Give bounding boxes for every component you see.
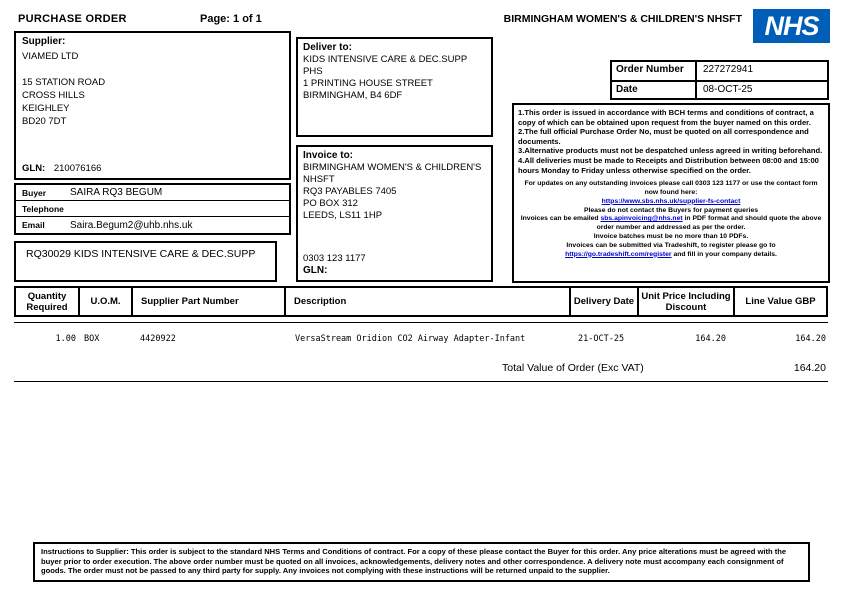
supplier-instructions-box xyxy=(33,542,810,582)
terms-note: 4.All deliveries must be made to Receipts and Distribution between 08:00 and 15:00 hours Monday to Friday unless otherwise specified on the order. xyxy=(518,155,819,175)
invoice-note-text: For updates on any outstanding invoices please call 0303 123 1177 or use the contact form now found here: xyxy=(524,180,818,196)
buyer-label: Buyer xyxy=(22,187,47,198)
invoice-to-line: NHSFT xyxy=(303,174,335,185)
deliver-to-line: KIDS INTENSIVE CARE & DEC.SUPP PHS xyxy=(303,54,468,77)
item-uom: BOX xyxy=(84,334,100,344)
item-part-number: 4420922 xyxy=(140,334,176,344)
invoice-note-text: in PDF format and should quote the above order number and addressed as per the order. xyxy=(596,215,822,232)
invoice-note-text: Invoice batches must be no more than 10 PDFs. xyxy=(593,232,749,240)
terms-notes-box xyxy=(512,103,830,283)
page-value: 1 of 1 xyxy=(233,13,262,25)
supplier-address xyxy=(22,76,283,128)
invoice-to-box xyxy=(296,145,493,282)
column-header-uom: U.O.M. xyxy=(80,288,133,315)
buyer-table xyxy=(14,183,291,235)
order-total-value: 164.20 xyxy=(793,362,826,374)
invoice-to-line: PO BOX 312 xyxy=(303,198,358,209)
supplier-label: Supplier: xyxy=(22,36,66,47)
item-delivery-date: 21-OCT-25 xyxy=(578,334,625,344)
department-code: RQ30029 KIDS INTENSIVE CARE & DEC.SUPP xyxy=(26,248,256,260)
invoice-to-line: BIRMINGHAM WOMEN'S & CHILDREN'S xyxy=(303,162,482,173)
terms-note: 1.This order is issued in accordance with BCH terms and conditions of contract, a copy of which can be obtained upon request from the buyer named on this order. xyxy=(518,108,814,127)
invoice-phone: 0303 123 1177 xyxy=(303,253,366,264)
department-box xyxy=(14,241,277,282)
terms-note: 2.The full official Purchase Order No, must be quoted on all correspondence and documents. xyxy=(518,127,809,146)
telephone-label: Telephone xyxy=(22,203,64,214)
order-number-value: 227272941 xyxy=(703,64,754,75)
email-label: Email xyxy=(22,220,45,230)
deliver-to-line: 1 PRINTING HOUSE STREET xyxy=(303,78,433,89)
supplier-contact-link[interactable]: https://www.sbs.nhs.uk/supplier-fs-contact xyxy=(601,197,741,205)
gln-label: GLN: xyxy=(22,163,46,174)
supplier-name: VIAMED LTD xyxy=(22,51,79,62)
order-date-row xyxy=(612,80,827,98)
order-info-table xyxy=(610,60,829,100)
item-quantity: 1.00 xyxy=(55,334,76,344)
invoice-to-line: RQ3 PAYABLES 7405 xyxy=(303,186,397,197)
page-indicator xyxy=(200,13,262,25)
terms-note: 3.Alternative products must not be despatched unless agreed in writing beforehand. xyxy=(518,146,823,156)
email-row xyxy=(16,217,289,233)
invoice-notes xyxy=(518,180,824,259)
column-header-line-value: Line Value GBP xyxy=(745,296,816,307)
supplier-box xyxy=(14,31,291,180)
email-value: Saira.Begum2@uhb.nhs.uk xyxy=(70,219,193,231)
line-items-header xyxy=(14,286,828,317)
supplier-instructions-text: Instructions to Supplier: This order is subject to the standard NHS Terms and Conditions of contract. For a copy of these please contact the Buyer for this order. Any price alterations must be agreed with the buyer prior to order execution. The above order number must be quoted on all invoices, acknowledgements, delivery notes and other correspondence. A delivery note must accompany each consignment of goods. The order must not be passed to any third party for supply. Any invoices not complying with these instructions will be returned unpaid to the supplier. xyxy=(41,547,787,576)
tradeshift-link[interactable]: https://go.tradeshift.com/register xyxy=(565,250,672,258)
invoice-note-text: and fill in your company details. xyxy=(671,250,777,258)
nhs-logo xyxy=(753,9,830,43)
item-unit-price: 164.20 xyxy=(695,334,726,344)
deliver-to-line: BIRMINGHAM, B4 6DF xyxy=(303,90,403,101)
order-number-label: Order Number xyxy=(612,62,697,80)
supplier-address-line: CROSS HILLS xyxy=(22,90,85,101)
column-header-part-number: Supplier Part Number xyxy=(133,288,286,315)
invoice-note-text: Please do not contact the Buyers for payment queries xyxy=(583,206,759,214)
item-line-value: 164.20 xyxy=(795,334,826,344)
trust-name: BIRMINGHAM WOMEN'S & CHILDREN'S NHSFT xyxy=(503,13,742,25)
item-description: VersaStream Oridion CO2 Airway Adapter-Infant xyxy=(295,334,526,344)
deliver-to-label: Deliver to: xyxy=(303,42,352,53)
order-date-value: 08-OCT-25 xyxy=(703,84,753,95)
buyer-value: SAIRA RQ3 BEGUM xyxy=(70,187,163,198)
deliver-to-box xyxy=(296,37,493,137)
po-title: PURCHASE ORDER xyxy=(18,13,127,25)
gln-value: 210076166 xyxy=(53,163,102,174)
invoice-note-text: Invoices can be emailed xyxy=(520,215,601,223)
nhs-logo-text: NHS xyxy=(764,10,819,41)
column-header-description: Description xyxy=(286,288,571,315)
invoice-email-link[interactable]: sbs.apinvoicing@nhs.net xyxy=(600,215,683,223)
divider-line xyxy=(14,322,828,323)
supplier-address-line: 15 STATION ROAD xyxy=(22,77,106,88)
order-date-label: Date xyxy=(612,82,697,98)
column-header-quantity: Quantity Required xyxy=(16,288,80,315)
invoice-contact xyxy=(303,253,366,277)
divider-line xyxy=(14,381,828,382)
column-header-unit-price: Unit Price Including Discount xyxy=(639,288,735,315)
supplier-address-line: KEIGHLEY xyxy=(22,103,70,114)
invoice-to-label: Invoice to: xyxy=(303,150,354,161)
invoice-to-line: LEEDS, LS11 1HP xyxy=(303,210,383,221)
invoice-note-text: Invoices can be submitted via Tradeshift, to register please go to xyxy=(566,241,776,249)
order-total-label: Total Value of Order (Exc VAT) xyxy=(502,362,644,374)
page-label: Page: xyxy=(200,13,230,25)
telephone-row xyxy=(16,201,289,217)
supplier-address-line: BD20 7DT xyxy=(22,116,67,127)
supplier-gln xyxy=(22,163,101,174)
invoice-gln-label: GLN: xyxy=(303,265,328,276)
buyer-row xyxy=(16,185,289,201)
order-number-row xyxy=(612,62,827,80)
column-header-delivery-date: Delivery Date xyxy=(571,288,639,315)
